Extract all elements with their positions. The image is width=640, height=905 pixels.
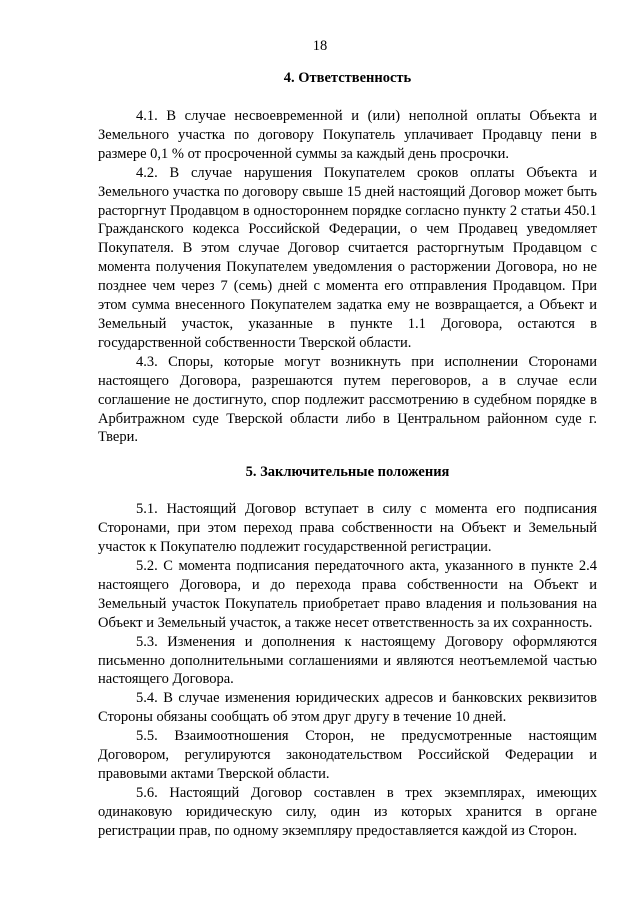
section-final-provisions [98,462,597,840]
section-heading: 4. Ответственность [283,70,412,86]
section-responsibility [98,68,597,447]
clause-4-2: 4.2. В случае нарушения Покупателем сроков оплаты Объекта и Земельного участка по договору свыше 15 дней настоящий Договор может быть расторгнут Продавцом в одностороннем порядке согласно пункту 2 статьи 450.1 Гражданского кодекса Российской Федерации, о чем Продавец уведомляет Покупателя. В этом случае Договор считается расторгнутым Продавцом с момента получения Покупателем уведомления о расторжении Договора, но не позднее чем через 7 (семь) дней с момента его отправления Продавцом. При этом сумма внесенного Покупателем задатка ему не возвращается, а Объект и Земельный участок, указанные в пункте 1.1 Договора, остаются в государственной собственности Тверской области. [98,164,597,351]
page-number: 18 [312,38,328,54]
clause-5-6: 5.6. Настоящий Договор составлен в трех экземплярах, имеющих одинаковую юридическую силу, один из которых хранится в органе регистрации прав, по одному экземпляру предоставляется каждой из Сторон. [98,784,597,839]
section-heading: 5. Заключительные положения [245,464,450,481]
document-body [98,68,597,841]
clause-5-3: 5.3. Изменения и дополнения к настоящему Договору оформляются письменно дополнительными соглашениями и являются неотъемлемой частью настоящего Договора. [98,633,597,688]
clause-5-1: 5.1. Настоящий Договор вступает в силу с момента его подписания Сторонами, при этом переход права собственности на Объект и Земельный участок к Покупателю подлежит государственной регистрации. [98,501,597,556]
clause-5-4: 5.4. В случае изменения юридических адресов и банковских реквизитов Стороны обязаны сообщать об этом друг другу в течение 10 дней. [98,690,597,726]
clause-5-2: 5.2. С момента подписания передаточного акта, указанного в пункте 2.4 настоящего Договора, и до перехода права собственности на Объект и Земельный участок Покупатель приобретает право владения и пользования на Объект и Земельный участок, а также несет ответственность за их сохранность. [98,558,597,631]
clause-4-1: 4.1. В случае несвоевременной и (или) неполной оплаты Объекта и Земельного участка по договору Покупатель уплачивает Продавцу пени в размере 0,1 % от просроченной суммы за каждый день просрочки. [98,108,597,162]
clause-5-5: 5.5. Взаимоотношения Сторон, не предусмотренные настоящим Договором, регулируются законодательством Российской Федерации и правовыми актами Тверской области. [98,728,597,782]
clause-4-3: 4.3. Споры, которые могут возникнуть при исполнении Сторонами настоящего Договора, разрешаются путем переговоров, а в случае если соглашение не достигнуто, спор подлежит рассмотрению в судебном порядке в Арбитражном суде Тверской области либо в Центральном районном суде г. Твери. [98,353,597,446]
